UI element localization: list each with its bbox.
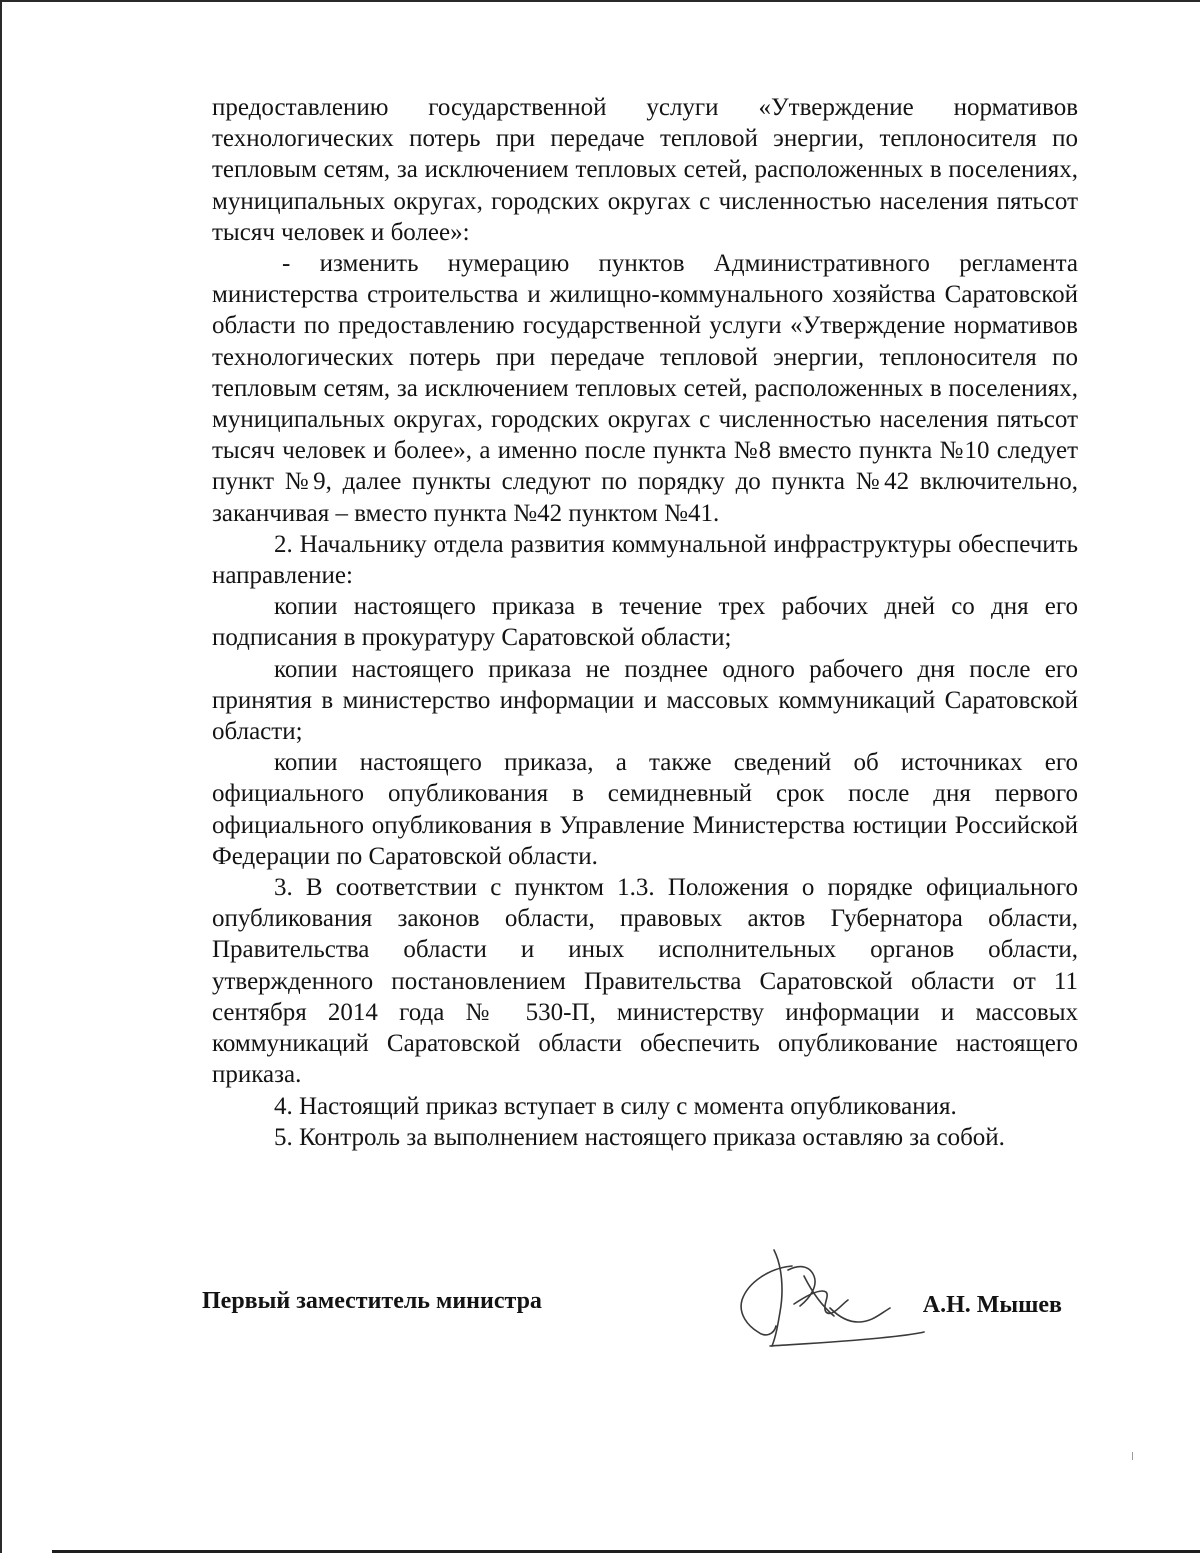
signatory-name: А.Н. Мышев [922,1292,1062,1318]
scan-border-top [0,0,1200,2]
scan-border-left [0,0,2,1553]
paragraph-item-5: 5. Контроль за выполнением настоящего приказа оставляю за собой. [274,1123,1005,1151]
signature-block [202,1280,1062,1360]
signatory-position: Первый заместитель министра [202,1288,542,1314]
paragraph-service-title-continuation: предоставлению государственной услуги «Утверждение нормативов технологических потерь при передаче тепловой энергии, теплоносителя по тепловым сетям, за исключением тепловых сетей, расположенных в поселениях, муниципальных округах, городских округах с численностью населения пятьсот тысяч человек и более»: [212,94,1078,246]
paragraph-copy-ministry-justice: копии настоящего приказа, а также сведений об источниках его официального опубликования в семидневный срок после дня первого официального опубликования в Управление Министерства юстиции Российской Федерации по Саратовской области. [212,749,1078,870]
paragraph-item-3: 3. В соответствии с пунктом 1.3. Положения о порядке официального опубликования законов области, правовых актов Губернатора области, Правительства области и иных исполнительных органов области, утвержденного постановлением Правительства Саратовской области от 11 сентября 2014 года № 530-П, министерству информации и массовых коммуникаций Саратовской области обеспечить опубликование настоящего приказа. [212,874,1078,1089]
paragraph-renumbering-change: - изменить нумерацию пунктов Административного регламента министерства строительства и жилищно-коммунального хозяйства Саратовской области по предоставлению государственной услуги «Утверждение нормативов технологических потерь при передаче тепловой энергии, теплоносителя по тепловым сетям, за исключением тепловых сетей, расположенных в поселениях, муниципальных округах, городских округах с численностью населения пятьсот тысяч человек и более», а именно после пункта №8 вместо пункта №10 следует пункт №9, далее пункты следуют по порядку до пункта №42 включительно, заканчивая – вместо пункта №42 пунктом №41. [212,250,1078,527]
paragraph-item-4: 4. Настоящий приказ вступает в силу с момента опубликования. [274,1092,957,1120]
paragraph-copy-ministry-information: копии настоящего приказа не позднее одного рабочего дня после его принятия в министерство информации и массовых коммуникаций Саратовской области; [212,655,1078,746]
document-body [212,92,1078,1153]
scan-artifact-mark [1132,1452,1133,1460]
handwritten-signature-icon [730,1246,926,1350]
paragraph-copy-prosecutor: копии настоящего приказа в течение трех рабочих дней со дня его подписания в прокуратуру Саратовской области; [212,593,1078,652]
paragraph-item-2: 2. Начальнику отдела развития коммунальной инфраструктуры обеспечить направление: [212,530,1078,590]
